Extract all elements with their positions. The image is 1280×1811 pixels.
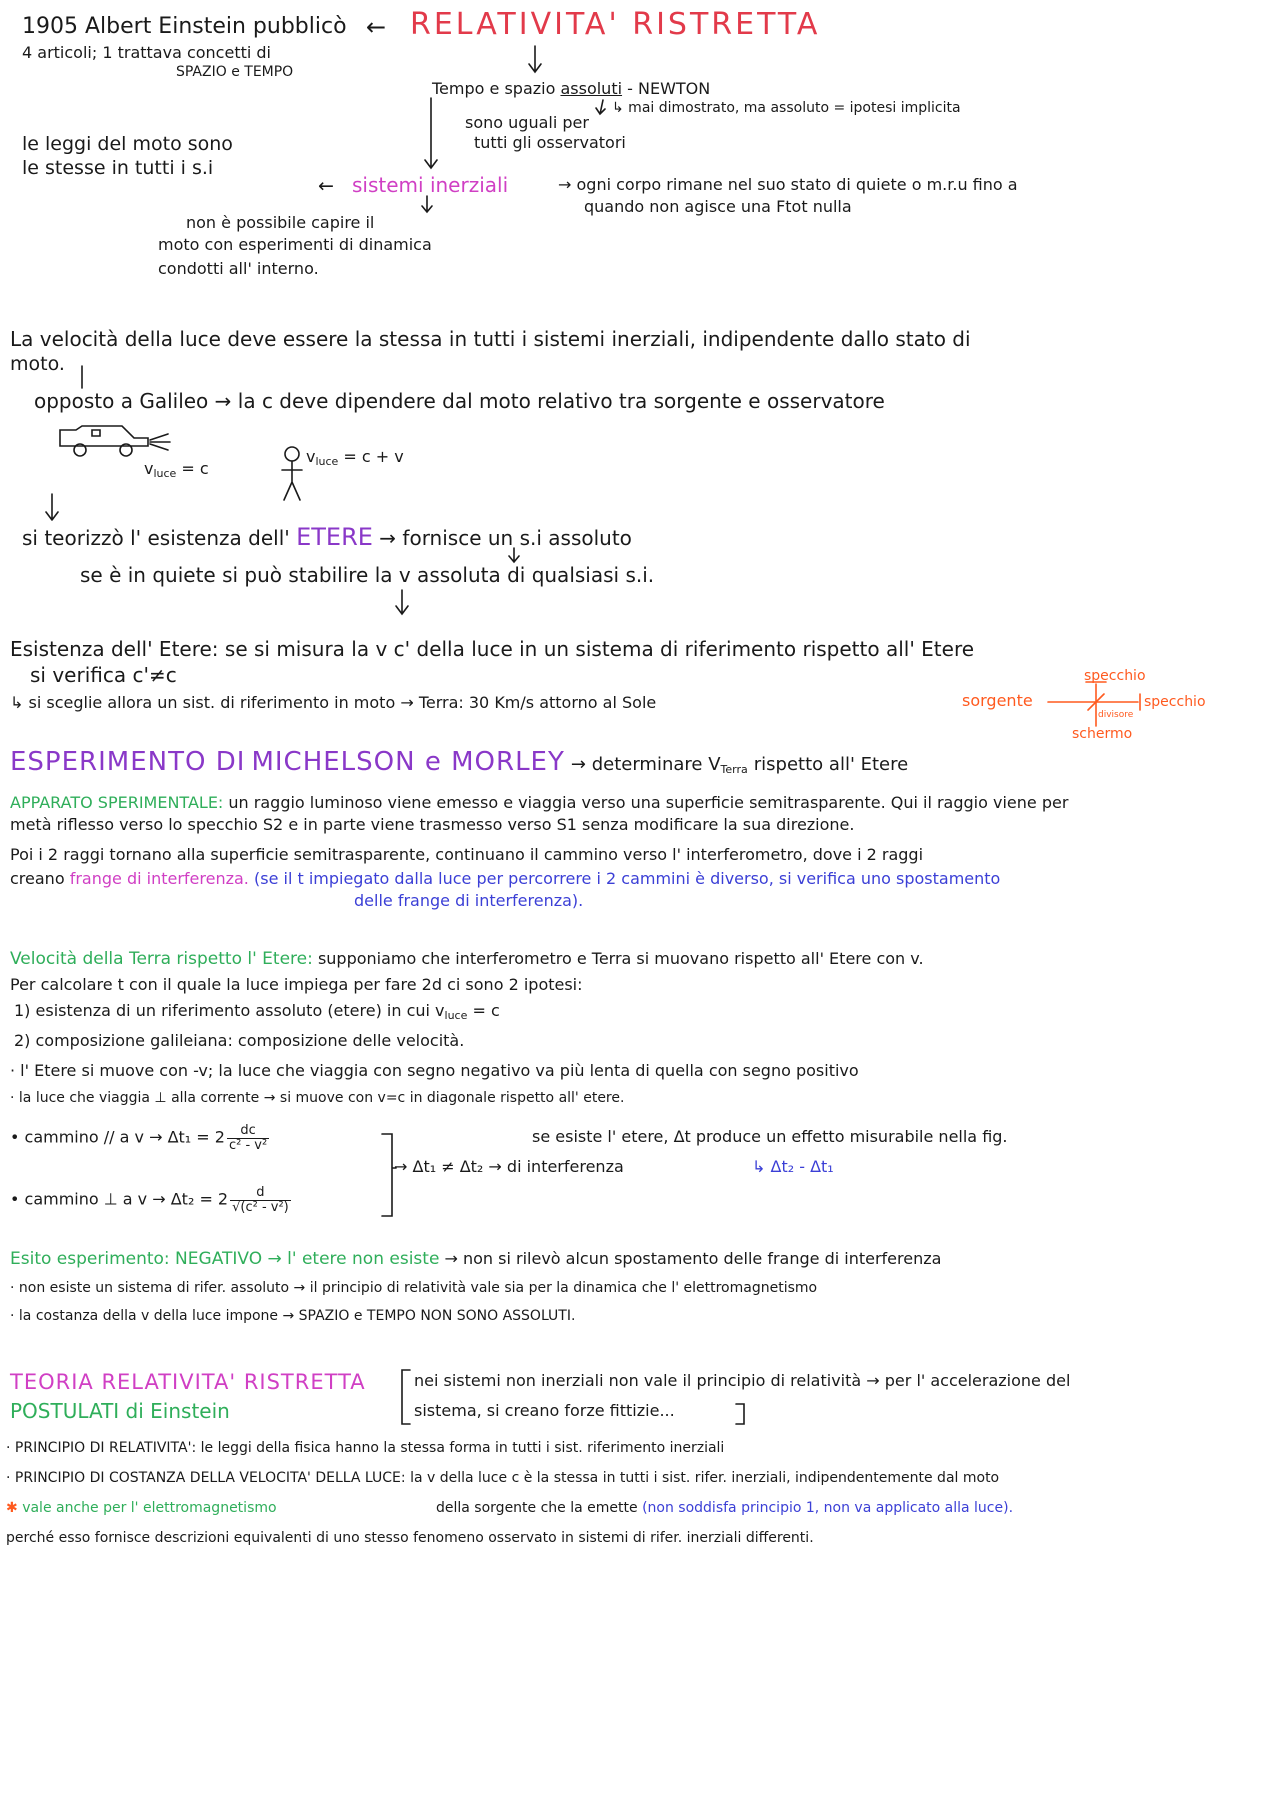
diagram-sorgente: sorgente [962, 691, 1033, 710]
ether-bullet-2: · la luce che viaggia ⊥ alla corrente → si muove con v=c in diagonale rispetto all' etere. [10, 1090, 625, 1106]
earth-line-2: Per calcolare t con il quale la luce impiega per fare 2d ci sono 2 ipotesi: [10, 975, 583, 994]
laws-line-2: le stesse in tutti i s.i [22, 157, 214, 179]
path-parallel-num: dc [227, 1124, 269, 1139]
ether-bullet-1: · l' Etere si muove con -v; la luce che viaggia con segno negativo va più lenta di quella con segno positivo [10, 1061, 859, 1080]
newton-note: ↳ mai dimostrato, ma assoluto = ipotesi implicita [612, 100, 961, 116]
apparato-note: (se il t impiegato dalla luce per percorrere i 2 cammini è diverso, si verifica uno spostamento [253, 869, 1001, 888]
man-velocity [306, 448, 404, 469]
asterisk-icon: ✱ [6, 1500, 18, 1516]
car-velocity [144, 460, 209, 481]
ether-line [22, 524, 632, 552]
ether-word: ETERE [296, 523, 373, 551]
result-text-1: → non si rilevò alcun spostamento delle frange di interferenza [444, 1249, 942, 1268]
diagram-specchio-right: specchio [1144, 694, 1206, 710]
theory-bracket-2: sistema, si creano forze fittizie... [414, 1401, 675, 1420]
intro-articles: 4 articoli; 1 trattava concetti di [22, 43, 271, 62]
path-perp-fraction [230, 1186, 291, 1214]
result-label: Esito esperimento: NEGATIVO → l' etere non esiste [10, 1249, 440, 1269]
arrow-down-icon [529, 46, 541, 72]
diagram-specchio-top: specchio [1084, 668, 1146, 684]
postulate-2-text: la v della luce c è la stessa in tutti i sist. rifer. inerziali, indipendentemente dal moto [410, 1470, 1000, 1486]
galileo-line: opposto a Galileo → la c deve dipendere dal moto relativo tra sorgente e osservatore [34, 389, 885, 413]
postulate-last: perché esso fornisce descrizioni equivalenti di uno stesso fenomeno osservato in sistemi di rifer. inerziali differenti. [6, 1530, 814, 1546]
path-parallel [10, 1124, 271, 1152]
path-perp-den: √(c² - v²) [232, 1199, 289, 1215]
michelson-title-a: ESPERIMENTO DI [10, 747, 246, 777]
hypothesis-1 [14, 1002, 500, 1023]
michelson-title-sub: Terra [720, 763, 748, 776]
delta-diff: ↳ Δt₂ - Δt₁ [752, 1157, 834, 1176]
title-arrow: ← [366, 13, 387, 41]
light-line-2: moto. [10, 353, 65, 375]
postulate-2 [6, 1470, 999, 1486]
michelson-title-b: MICHELSON e MORLEY [251, 747, 565, 777]
newton-line [432, 80, 710, 98]
delta-neq: → Δt₁ ≠ Δt₂ → di interferenza [394, 1157, 624, 1176]
theory-postulati: POSTULATI di Einstein [10, 1399, 230, 1423]
inertial-below-3: condotti all' interno. [158, 259, 319, 278]
arrow-down-icon [425, 98, 437, 168]
path-parallel-fraction [227, 1124, 269, 1152]
existence-line-1: Esistenza dell' Etere: se si misura la v c' della luce in un sistema di riferimento rispetto all' Etere [10, 637, 975, 661]
hypothesis-1-text: 1) esistenza di un riferimento assoluto (etere) in cui v [14, 1001, 445, 1020]
existence-line-3: ↳ si sceglie allora un sist. di riferimento in moto → Terra: 30 Km/s attorno al Sole [10, 693, 657, 712]
person-icon [282, 447, 302, 500]
car-v-symbol: v [144, 459, 154, 478]
apparato-label: APPARATO SPERIMENTALE: [10, 793, 224, 812]
diagram-divisore: divisore [1098, 710, 1134, 720]
theory-bracket-left [402, 1370, 410, 1424]
path-perpendicular [10, 1186, 293, 1214]
apparato-text-1: un raggio luminoso viene emesso e viaggia verso una superficie semitrasparente. Qui il raggio viene per [228, 793, 1069, 812]
postulate-2-blue: (non soddisfa principio 1, non va applicato alla luce). [642, 1500, 1014, 1516]
path-parallel-text: • cammino // a v → Δt₁ = 2 [10, 1127, 225, 1147]
inertial-def-1: → ogni corpo rimane nel suo stato di quiete o m.r.u fino a [558, 175, 1018, 194]
newton-name: - NEWTON [627, 79, 711, 98]
postulate-2-cont-text: della sorgente che la emette [436, 1500, 638, 1516]
ether-text: si teorizzò l' esistenza dell' [22, 526, 290, 550]
man-v-sub: luce [315, 455, 339, 468]
path-perp-text: • cammino ⊥ a v → Δt₂ = 2 [10, 1189, 229, 1209]
inertial-below-2: moto con esperimenti di dinamica [158, 235, 432, 254]
apparato-line-2: metà riflesso verso lo specchio S2 e in parte viene trasmesso verso S1 senza modificare la sua direzione. [10, 815, 855, 834]
hypothesis-1-sub: luce [444, 1009, 468, 1022]
inertial-arrow: ← [318, 175, 334, 197]
earth-label: Velocità della Terra rispetto l' Etere: [10, 949, 313, 969]
theory-title: TEORIA RELATIVITA' RISTRETTA [10, 1370, 366, 1394]
theory-bracket-1: nei sistemi non inerziali non vale il principio di relatività → per l' accelerazione del [414, 1371, 1071, 1390]
equal-line-1: sono uguali per [465, 113, 589, 132]
arrow-down-icon [596, 100, 605, 114]
postulate-2-label: · PRINCIPIO DI COSTANZA DELLA VELOCITA' DELLA LUCE: [6, 1470, 406, 1486]
michelson-title [10, 748, 908, 778]
man-v-symbol: v [306, 447, 316, 466]
effect-line: se esiste l' etere, Δt produce un effetto misurabile nella fig. [532, 1127, 1008, 1146]
car-v-eq: = c [181, 459, 209, 478]
result-line-3: · la costanza della v della luce impone → SPAZIO e TEMPO NON SONO ASSOLUTI. [10, 1308, 576, 1324]
ether-text-2: → fornisce un s.i assoluto [379, 526, 632, 550]
arrow-down-icon [46, 494, 58, 520]
intro-line: 1905 Albert Einstein pubblicò [22, 14, 347, 39]
equal-line-2: tutti gli osservatori [474, 133, 626, 152]
apparato-line-1 [10, 794, 1068, 812]
newton-assoluti: assoluti [560, 79, 623, 98]
beam-splitter-icon [1088, 694, 1104, 710]
diagram-schermo: schermo [1072, 726, 1133, 742]
path-perp-num: d [230, 1186, 291, 1201]
arrow-down-icon [396, 590, 408, 614]
newton-text: Tempo e spazio [432, 79, 556, 98]
laws-line-1: le leggi del moto sono [22, 133, 233, 155]
apparato-line-5: delle frange di interferenza). [354, 891, 584, 910]
inertial-label: sistemi inerziali [352, 173, 509, 197]
ether-line-2: se è in quiete si può stabilire la v assoluta di qualsiasi s.i. [80, 563, 655, 587]
inertial-below-1: non è possibile capire il [186, 213, 375, 232]
arrow-down-icon [422, 196, 432, 212]
michelson-title-d: rispetto all' Etere [753, 754, 909, 775]
car-icon [60, 426, 170, 456]
car-v-sub: luce [153, 467, 177, 480]
postulate-star-note [6, 1500, 277, 1516]
apparato-creano: creano [10, 869, 65, 888]
hypothesis-1-end: = c [472, 1001, 500, 1020]
inertial-def-2: quando non agisce una Ftot nulla [584, 197, 852, 216]
theory-bracket-right [736, 1404, 744, 1424]
page-title: RELATIVITA' RISTRETTA [410, 7, 821, 42]
intro-spazio-tempo: SPAZIO e TEMPO [176, 64, 294, 80]
postulate-star-text: vale anche per l' elettromagnetismo [22, 1500, 277, 1516]
postulate-1-label: · PRINCIPIO DI RELATIVITA': [6, 1440, 197, 1456]
result-line-1 [10, 1250, 941, 1270]
michelson-title-c: → determinare V [570, 754, 721, 775]
postulate-1 [6, 1440, 724, 1456]
postulate-2-cont [436, 1500, 1013, 1516]
man-v-eq: = c + v [343, 447, 404, 466]
apparato-frange: frange di interferenza. [69, 869, 249, 888]
existence-line-2: si verifica c'≠c [30, 663, 177, 687]
earth-text-1: supponiamo che interferometro e Terra si muovano rispetto all' Etere con v. [317, 949, 924, 968]
hypothesis-2: 2) composizione galileiana: composizione delle velocità. [14, 1031, 465, 1050]
earth-line-1 [10, 950, 924, 970]
apparato-line-4 [10, 870, 1000, 888]
apparato-line-3: Poi i 2 raggi tornano alla superficie semitrasparente, continuano il cammino verso l' interferometro, dove i 2 raggi [10, 845, 924, 864]
postulate-1-text: le leggi della fisica hanno la stessa forma in tutti i sist. riferimento inerziali [200, 1440, 725, 1456]
result-line-2: · non esiste un sistema di rifer. assoluto → il principio di relatività vale sia per la dinamica che l' elettromagnetismo [10, 1280, 818, 1296]
path-parallel-den: c² - v² [228, 1137, 268, 1153]
light-line-1: La velocità della luce deve essere la stessa in tutti i sistemi inerziali, indipendente dallo stato di [10, 327, 971, 351]
